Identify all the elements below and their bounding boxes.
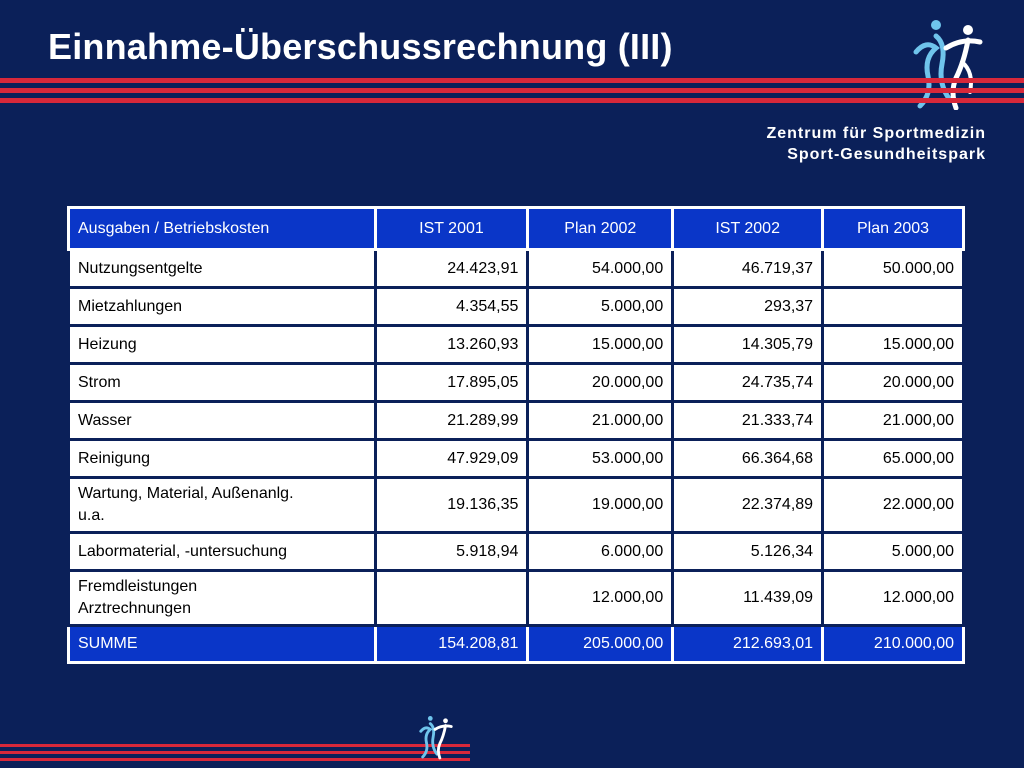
- row-label: Reinigung: [69, 440, 376, 478]
- row-label: [69, 571, 376, 626]
- cell-ist-2002: 24.735,74: [673, 364, 823, 402]
- cell-plan-2003: 21.000,00: [823, 402, 964, 440]
- header-plan-2002: Plan 2002: [528, 208, 673, 250]
- table-row: [69, 250, 964, 288]
- cell-ist-2001: [375, 571, 528, 626]
- row-label: Mietzahlungen: [69, 288, 376, 326]
- red-stripes-top: [0, 78, 1024, 108]
- sum-plan-2003: 210.000,00: [823, 626, 964, 663]
- cell-plan-2003: 5.000,00: [823, 533, 964, 571]
- cell-ist-2002: 21.333,74: [673, 402, 823, 440]
- organization-line-2: Sport-Gesundheitspark: [787, 146, 986, 163]
- row-label-line-2: u.a.: [78, 507, 105, 524]
- expenses-table: [67, 206, 965, 664]
- sum-label: SUMME: [69, 626, 376, 663]
- row-label: [69, 478, 376, 533]
- header-category: Ausgaben / Betriebskosten: [69, 208, 376, 250]
- red-stripes-bottom: [0, 744, 470, 765]
- cell-ist-2002: 5.126,34: [673, 533, 823, 571]
- cell-ist-2002: 66.364,68: [673, 440, 823, 478]
- cell-plan-2003: 12.000,00: [823, 571, 964, 626]
- table-header-row: [69, 208, 964, 250]
- row-label: Heizung: [69, 326, 376, 364]
- sum-row: [69, 626, 964, 663]
- table-row: [69, 478, 964, 533]
- row-label-line-1: Wartung, Material, Außenanlg.: [78, 485, 294, 502]
- table-row: [69, 364, 964, 402]
- header-ist-2001: IST 2001: [375, 208, 528, 250]
- cell-plan-2002: 6.000,00: [528, 533, 673, 571]
- table-row: [69, 402, 964, 440]
- table-row: [69, 440, 964, 478]
- cell-plan-2003: 20.000,00: [823, 364, 964, 402]
- slide-title: Einnahme-Überschussrechnung (III): [48, 26, 673, 67]
- cell-ist-2002: 22.374,89: [673, 478, 823, 533]
- organization-line-1: Zentrum für Sportmedizin: [766, 125, 986, 142]
- cell-plan-2003: 65.000,00: [823, 440, 964, 478]
- cell-ist-2001: 47.929,09: [375, 440, 528, 478]
- cell-ist-2001: 24.423,91: [375, 250, 528, 288]
- cell-plan-2003: 22.000,00: [823, 478, 964, 533]
- cell-ist-2001: 17.895,05: [375, 364, 528, 402]
- cell-plan-2002: 53.000,00: [528, 440, 673, 478]
- sum-plan-2002: 205.000,00: [528, 626, 673, 663]
- cell-ist-2001: 4.354,55: [375, 288, 528, 326]
- cell-plan-2002: 21.000,00: [528, 402, 673, 440]
- table-row: [69, 533, 964, 571]
- sum-ist-2002: 212.693,01: [673, 626, 823, 663]
- organization-name: [766, 123, 986, 165]
- figures-logo-icon: [416, 714, 456, 760]
- header-plan-2003: Plan 2003: [823, 208, 964, 250]
- cell-plan-2003: 15.000,00: [823, 326, 964, 364]
- header-ist-2002: IST 2002: [673, 208, 823, 250]
- table-row: [69, 326, 964, 364]
- cell-ist-2001: 19.136,35: [375, 478, 528, 533]
- table-row: [69, 288, 964, 326]
- cell-plan-2003: 50.000,00: [823, 250, 964, 288]
- table-row: [69, 571, 964, 626]
- cell-plan-2002: 54.000,00: [528, 250, 673, 288]
- cell-ist-2002: 14.305,79: [673, 326, 823, 364]
- cell-ist-2002: 293,37: [673, 288, 823, 326]
- row-label: Strom: [69, 364, 376, 402]
- cell-ist-2001: 5.918,94: [375, 533, 528, 571]
- cell-plan-2003: [823, 288, 964, 326]
- sum-ist-2001: 154.208,81: [375, 626, 528, 663]
- row-label-line-2: Arztrechnungen: [78, 600, 191, 617]
- cell-plan-2002: 12.000,00: [528, 571, 673, 626]
- cell-plan-2002: 20.000,00: [528, 364, 673, 402]
- cell-ist-2002: 11.439,09: [673, 571, 823, 626]
- cell-ist-2002: 46.719,37: [673, 250, 823, 288]
- cell-ist-2001: 13.260,93: [375, 326, 528, 364]
- row-label: Wasser: [69, 402, 376, 440]
- row-label: Labormaterial, -untersuchung: [69, 533, 376, 571]
- cell-ist-2001: 21.289,99: [375, 402, 528, 440]
- row-label-line-1: Fremdleistungen: [78, 578, 198, 595]
- row-label: Nutzungsentgelte: [69, 250, 376, 288]
- cell-plan-2002: 19.000,00: [528, 478, 673, 533]
- cell-plan-2002: 15.000,00: [528, 326, 673, 364]
- cell-plan-2002: 5.000,00: [528, 288, 673, 326]
